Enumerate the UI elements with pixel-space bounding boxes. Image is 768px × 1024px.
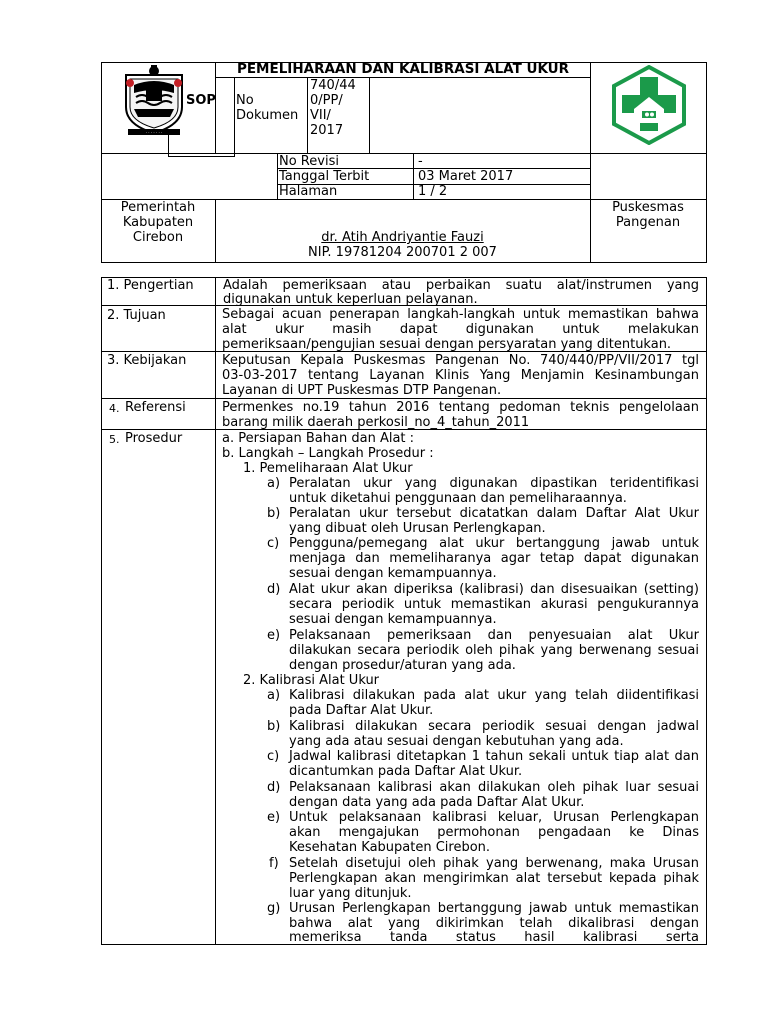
- sub2-g-line-2: bahwa alat yang dikirimkan telah dikalibrasi dengan: [289, 916, 699, 931]
- section-label-pengertian: 1. Pengertian: [107, 278, 194, 293]
- tujuan-line-3: pemeriksaan/pengujian sesuai dengan persyaratan yang ditentukan.: [222, 337, 672, 352]
- svg-text:· · · · · · ·: · · · · · · ·: [145, 130, 163, 135]
- sub1-b-line-1: Peralatan ukur tersebut dicatatkan dalam Daftar Alat Ukur: [289, 506, 699, 521]
- sub2-f-line-1: Setelah disetujui oleh pihak yang berwenang, maka Urusan: [289, 856, 699, 871]
- left-org-line-3: Cirebon: [132, 230, 184, 245]
- sub1-e-line-3: dengan prosedur/aturan yang ada.: [289, 658, 516, 673]
- referensi-line-2: barang milik daerah perkosil_no_4_tahun_2011: [222, 415, 530, 430]
- no-dokumen-value-2: 0/PP/: [310, 93, 343, 108]
- section-number-referensi: 4.: [109, 402, 120, 415]
- sub2-f-line-2: Perlengkapan akan mengirimkan alat tersebut kepada pihak: [289, 871, 699, 886]
- left-org-line-1: Pemerintah: [120, 200, 196, 215]
- sub1-e-line-2: dilakukan secara periodik oleh pihak yang berwenang sesuai: [289, 643, 699, 658]
- tanggal-terbit-value: 03 Maret 2017: [418, 169, 514, 184]
- section-label-kebijakan: 3. Kebijakan: [107, 353, 187, 368]
- regency-seal-logo: [120, 63, 188, 137]
- section-label-referensi: Referensi: [125, 400, 186, 415]
- sub2-f-marker: f): [269, 856, 279, 871]
- section-number-prosedur: 5.: [109, 433, 120, 446]
- signatory-name: dr. Atih Andriyantie Fauzi: [321, 230, 484, 245]
- no-revisi-label: No Revisi: [279, 154, 339, 169]
- sub1-a-line-1: Peralatan ukur yang digunakan dipastikan teridentifikasi: [289, 476, 699, 491]
- sub1-e-marker: e): [267, 628, 281, 643]
- referensi-line-1: Permenkes no.19 tahun 2016 tentang pedoman teknis pengelolaan: [222, 400, 699, 415]
- sub2-b-line-2: yang ada atau sesuai dengan kebutuhan yang ada.: [289, 734, 624, 749]
- sub1-d-marker: d): [267, 582, 281, 597]
- kebijakan-line-2: 03-03-2017 tentang Layanan Klinis Yang Menjamin Kesinambungan: [222, 368, 699, 383]
- prosedur-a: a. Persiapan Bahan dan Alat :: [222, 431, 415, 446]
- sub2-a-line-2: pada Daftar Alat Ukur.: [289, 703, 434, 718]
- sub1-b-marker: b): [267, 506, 281, 521]
- prosedur-sub1-heading: 1. Pemeliharaan Alat Ukur: [243, 461, 413, 476]
- tujuan-line-2: alat ukur masih dapat digunakan untuk melakukan: [222, 322, 699, 337]
- sub1-e-line-1: Pelaksanaan pemeriksaan dan penyesuaian alat Ukur: [289, 628, 699, 643]
- no-dokumen-value-3: VII/: [310, 108, 331, 123]
- section-label-tujuan: 2. Tujuan: [107, 308, 166, 323]
- sub2-b-marker: b): [267, 719, 281, 734]
- puskesmas-logo: [612, 65, 686, 145]
- right-org-line-1: Puskesmas: [612, 200, 684, 215]
- kebijakan-line-3: Layanan di UPT Puskesmas DTP Pangenan.: [222, 383, 502, 398]
- sub2-g-line-1: Urusan Perlengkapan bertanggung jawab untuk memastikan: [289, 901, 699, 916]
- prosedur-sub2-heading: 2. Kalibrasi Alat Ukur: [243, 673, 380, 688]
- document-title: PEMELIHARAAN DAN KALIBRASI ALAT UKUR: [236, 61, 570, 77]
- sub1-d-line-2: secara periodik untuk memastikan akurasi pengukurannya: [289, 597, 699, 612]
- no-dokumen-label-1: No: [236, 93, 254, 108]
- no-dokumen-label-2: Dokumen: [236, 108, 299, 123]
- sub2-g-marker: g): [267, 901, 281, 916]
- prosedur-b: b. Langkah – Langkah Prosedur :: [222, 446, 434, 461]
- sub2-e-line-3: Kesehatan Kabupaten Cirebon.: [289, 840, 491, 855]
- section-label-prosedur: Prosedur: [125, 431, 183, 446]
- left-org-line-2: Kabupaten: [122, 215, 194, 230]
- sub1-c-marker: c): [267, 536, 280, 551]
- pengertian-line-1: Adalah pemeriksaan atau perbaikan suatu alat/instrumen yang: [223, 278, 699, 293]
- sub1-d-line-3: sesuai dengan kemampuannya.: [289, 612, 497, 627]
- right-org-line-2: Pangenan: [615, 215, 681, 230]
- halaman-label: Halaman: [279, 184, 338, 199]
- sub2-c-marker: c): [267, 749, 280, 764]
- no-dokumen-value-4: 2017: [310, 123, 344, 138]
- sub1-c-line-3: sesuai dengan kemampuannya.: [289, 566, 497, 581]
- sub2-c-line-1: Jadwal kalibrasi ditetapkan 1 tahun sekali untuk tiap alat dan: [289, 749, 699, 764]
- sub2-a-marker: a): [267, 688, 281, 703]
- sub1-d-line-1: Alat ukur akan diperiksa (kalibrasi) dan disesuaikan (setting): [289, 582, 699, 597]
- sub2-e-line-1: Untuk pelaksanaan kalibrasi keluar, Urusan Perlengkapan: [289, 810, 699, 825]
- sop-label: SOP: [186, 93, 216, 108]
- tujuan-line-1: Sebagai acuan penerapan langkah-langkah untuk memastikan bahwa: [222, 307, 699, 322]
- sub1-a-line-2: untuk diketahui penggunaan dan pemeliharaannya.: [289, 491, 627, 506]
- sub2-d-line-1: Pelaksanaan kalibrasi akan dilakukan oleh pihak luar sesuai: [289, 780, 699, 795]
- no-dokumen-value-1: 740/44: [310, 78, 356, 93]
- tanggal-terbit-label: Tanggal Terbit: [279, 169, 370, 184]
- sub2-g-line-3: memeriksa tanda status hasil kalibrasi serta: [289, 930, 699, 945]
- sub2-a-line-1: Kalibrasi dilakukan pada alat ukur yang telah diidentifikasi: [289, 688, 699, 703]
- sub2-d-marker: d): [267, 780, 281, 795]
- kebijakan-line-1: Keputusan Kepala Puskesmas Pangenan No. 740/440/PP/VII/2017 tgl: [222, 353, 699, 368]
- sub2-e-line-2: akan mengajukan permohonan pengadaan ke Dinas: [289, 825, 699, 840]
- sub1-b-line-2: yang dibuat oleh Urusan Perlengkapan.: [289, 521, 546, 536]
- signatory-nip: NIP. 19781204 200701 2 007: [308, 245, 497, 260]
- pengertian-line-2: digunakan untuk keperluan pelayanan.: [223, 292, 478, 307]
- sub2-c-line-2: dicantumkan pada Daftar Alat Ukur.: [289, 764, 523, 779]
- sub2-f-line-3: luar yang ditunjuk.: [289, 886, 412, 901]
- sub2-e-marker: e): [267, 810, 281, 825]
- sub1-a-marker: a): [267, 476, 281, 491]
- sub2-d-line-2: dengan data yang ada pada Daftar Alat Ukur.: [289, 795, 585, 810]
- sub2-b-line-1: Kalibrasi dilakukan secara periodik sesuai dengan jadwal: [289, 719, 699, 734]
- halaman-value: 1 / 2: [418, 184, 448, 199]
- no-revisi-value: -: [418, 154, 423, 169]
- sub1-c-line-1: Pengguna/pemegang alat ukur bertanggung jawab untuk: [289, 536, 699, 551]
- sub1-c-line-2: menjaga dan memeliharanya agar tetap dapat digunakan: [289, 551, 699, 566]
